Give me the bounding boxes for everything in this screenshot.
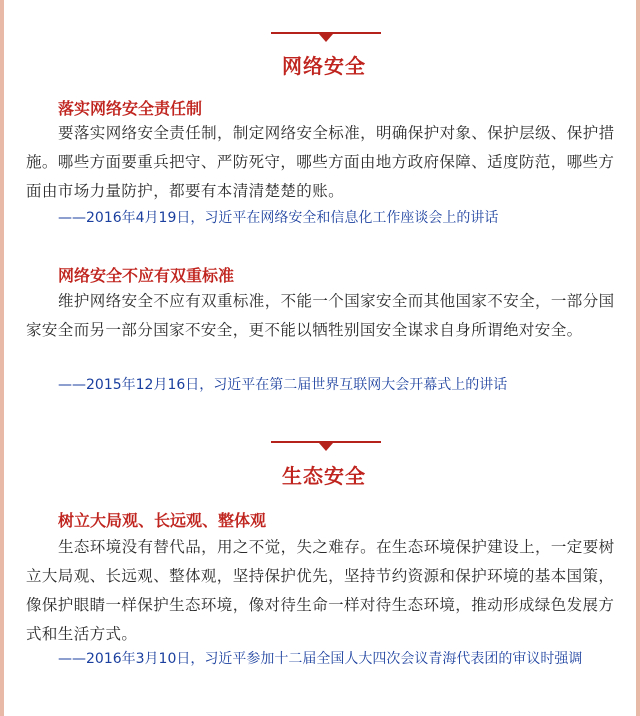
article-citation: ——2016年4月19日，习近平在网络安全和信息化工作座谈会上的讲话	[58, 210, 499, 226]
article-heading: 落实网络安全责任制	[58, 99, 203, 118]
section-title-network-security: 网络安全	[282, 54, 366, 78]
section-title-ecological-security: 生态安全	[282, 464, 366, 488]
divider-triangle-icon	[319, 34, 333, 42]
article-heading: 树立大局观、长远观、整体观	[58, 511, 267, 530]
article-body: 生态环境没有替代品，用之不觉，失之难存。在生态环境保护建设上，一定要树立大局观、长远观、整体观，坚持保护优先，坚持节约资源和保护环境的基本国策，像保护眼睛一样保护生态环境，像对待生命一样对待生态环境，推动形成绿色发展方式和生活方式。	[26, 538, 615, 643]
article-body: 要落实网络安全责任制，制定网络安全标准，明确保护对象、保护层级、保护措施。哪些方面要重兵把守、严防死守，哪些方面由地方政府保障、适度防范，哪些方面由市场力量防护，都要有本清清楚楚的账。	[26, 124, 615, 200]
article-citation: ——2015年12月16日，习近平在第二届世界互联网大会开幕式上的讲话	[58, 377, 508, 393]
article-citation: ——2016年3月10日，习近平参加十二届全国人大四次会议青海代表团的审议时强调	[58, 651, 583, 667]
divider-triangle-icon	[319, 443, 333, 451]
article-heading: 网络安全不应有双重标准	[58, 266, 235, 285]
article-body: 维护网络安全不应有双重标准，不能一个国家安全而其他国家不安全，一部分国家安全而另一部分国家不安全，更不能以牺牲别国安全谋求自身所谓绝对安全。	[26, 292, 615, 339]
